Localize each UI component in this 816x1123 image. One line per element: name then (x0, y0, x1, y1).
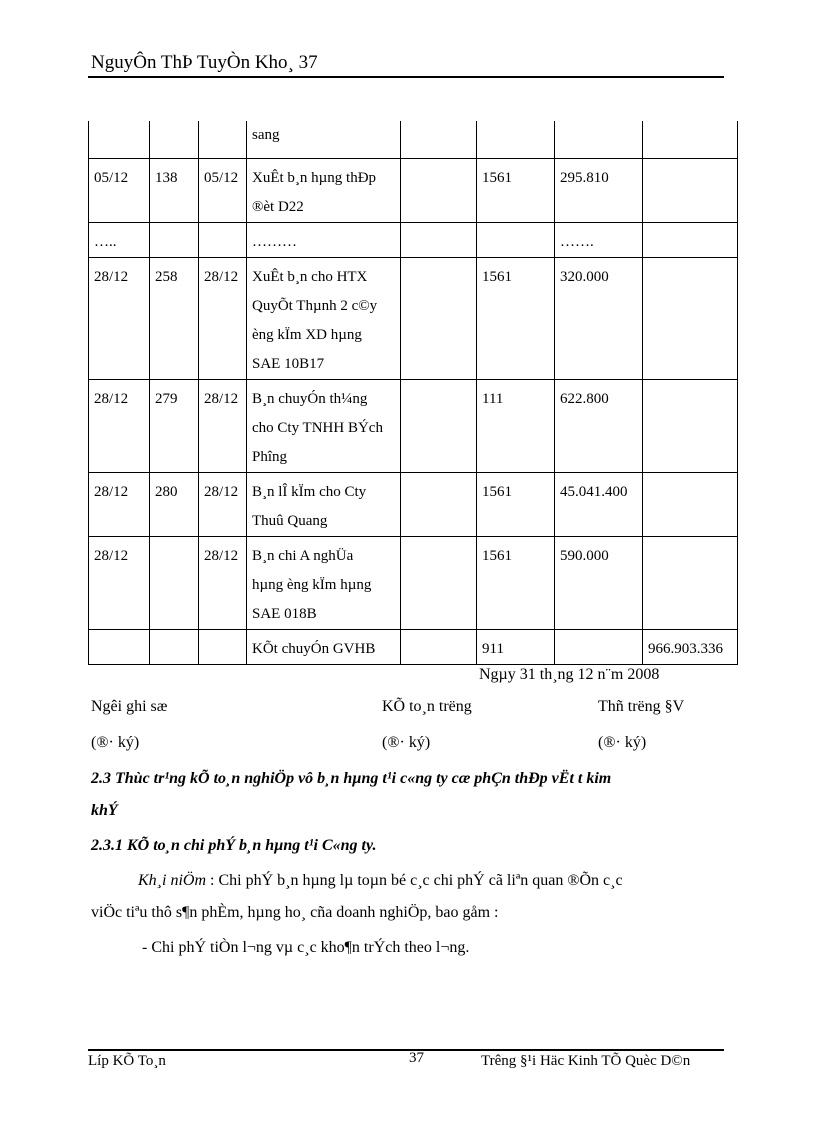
cell-amount-credit: 966.903.336 (643, 629, 738, 664)
table-row (89, 257, 738, 379)
cell-doc-number (150, 536, 199, 629)
cell-debit-account-blank (401, 379, 477, 472)
signature-title-chief-accountant: KÕ to¸n trëng (382, 698, 472, 715)
cell-doc-date (89, 121, 150, 158)
paragraph-term: Kh¸i niÖm (138, 872, 206, 889)
cell-account: 1561 (477, 158, 555, 222)
cell-doc-date: 28/12 (89, 472, 150, 536)
cell-amount-debit: 590.000 (555, 536, 643, 629)
cell-debit-account-blank (401, 629, 477, 664)
cell-doc-number (150, 629, 199, 664)
cell-account: 111 (477, 379, 555, 472)
date-line: Ngµy 31 th¸ng 12 n¨m 2008 (479, 666, 660, 683)
cell-doc-date: 28/12 (89, 257, 150, 379)
cell-amount-debit: 320.000 (555, 257, 643, 379)
cell-debit-account-blank (401, 222, 477, 257)
cell-doc-number: 258 (150, 257, 199, 379)
cell-amount-debit (555, 121, 643, 158)
cell-amount-debit: 622.800 (555, 379, 643, 472)
cell-debit-account-blank (401, 257, 477, 379)
cell-amount-debit: 45.041.400 (555, 472, 643, 536)
cell-debit-account-blank (401, 158, 477, 222)
paragraph-line-2: viÖc tiªu thô s¶n phÈm, hµng ho¸ cña doanh nghiÖp, bao gåm : (91, 904, 499, 921)
cell-amount-credit (643, 536, 738, 629)
cell-debit-account-blank (401, 536, 477, 629)
cell-amount-debit: 295.810 (555, 158, 643, 222)
cell-account: 1561 (477, 257, 555, 379)
cell-amount-credit (643, 121, 738, 158)
cell-doc-date: 05/12 (89, 158, 150, 222)
cell-account (477, 222, 555, 257)
cell-amount-credit (643, 379, 738, 472)
cell-doc-ref-date: 05/12 (199, 158, 247, 222)
cell-doc-number: 279 (150, 379, 199, 472)
cell-description: KÕt chuyÓn GVHB (247, 629, 401, 664)
signature-note-chief-accountant: (®· ký) (382, 734, 431, 751)
table-row (89, 629, 738, 664)
cell-account (477, 121, 555, 158)
section-heading-2-3-1: 2.3.1 KÕ to¸n chi phÝ b¸n hµng t¹i C«ng ty. (91, 837, 377, 854)
cell-amount-debit (555, 629, 643, 664)
cell-amount-debit: ……. (555, 222, 643, 257)
cell-account: 911 (477, 629, 555, 664)
ledger-table (88, 121, 738, 665)
table-row (89, 536, 738, 629)
cell-doc-number (150, 121, 199, 158)
cell-doc-ref-date (199, 121, 247, 158)
cell-description: XuÊt b¸n hµng thÐp ®èt D22 (247, 158, 401, 222)
table-row (89, 222, 738, 257)
signature-note-recorder: (®· ký) (91, 734, 140, 751)
section-heading-2-3: 2.3 Thùc tr¹ng kÕ to¸n nghiÖp vô b¸n hµng t¹i c«ng ty cæ phÇn thÐp vËt t kim (91, 770, 612, 787)
cell-description: B¸n chuyÓn th¼ng cho Cty TNHH BÝch Phîng (247, 379, 401, 472)
cell-doc-date: ….. (89, 222, 150, 257)
cell-description: sang (247, 121, 401, 158)
cell-doc-ref-date: 28/12 (199, 536, 247, 629)
cell-doc-ref-date: 28/12 (199, 472, 247, 536)
cell-amount-credit (643, 257, 738, 379)
cell-description: XuÊt b¸n cho HTX QuyÕt Thµnh 2 c©y èng kÏm XD hµng SAE 10B17 (247, 257, 401, 379)
cell-doc-number (150, 222, 199, 257)
cell-doc-date: 28/12 (89, 536, 150, 629)
footer-page-number: 37 (409, 1050, 424, 1066)
cell-doc-number: 280 (150, 472, 199, 536)
cell-doc-number: 138 (150, 158, 199, 222)
section-heading-2-3-continued: khÝ (91, 802, 118, 819)
cell-description: B¸n chi A nghÜa hµng èng kÏm hµng SAE 018B (247, 536, 401, 629)
page-header-title: NguyÔn ThÞ TuyÒn Kho¸ 37 (91, 52, 318, 73)
cell-doc-ref-date: 28/12 (199, 379, 247, 472)
cell-doc-ref-date: 28/12 (199, 257, 247, 379)
cell-doc-date: 28/12 (89, 379, 150, 472)
bullet-item: - Chi phÝ tiÒn l¬ng vµ c¸c kho¶n trÝch theo l¬ng. (142, 939, 470, 956)
paragraph-line-1-text: : Chi phÝ b¸n hµng lµ toµn bé c¸c chi phÝ cã liªn quan ®Õn c¸c (206, 872, 623, 889)
table-row (89, 472, 738, 536)
cell-amount-credit (643, 158, 738, 222)
cell-debit-account-blank (401, 472, 477, 536)
cell-doc-ref-date (199, 222, 247, 257)
signature-title-recorder: Ngêi ghi sæ (91, 698, 168, 715)
table-row (89, 158, 738, 222)
paragraph-line-1 (138, 872, 623, 890)
cell-description: ……… (247, 222, 401, 257)
cell-doc-date (89, 629, 150, 664)
cell-doc-ref-date (199, 629, 247, 664)
footer-left: Líp KÕ To¸n (88, 1053, 166, 1069)
footer-divider (88, 1049, 724, 1051)
cell-amount-credit (643, 222, 738, 257)
cell-description: B¸n lÎ kÏm cho Cty Thuû Quang (247, 472, 401, 536)
footer-right: Trêng §¹i Häc Kinh TÕ Quèc D©n (481, 1053, 691, 1069)
signature-note-director: (®· ký) (598, 734, 647, 751)
cell-amount-credit (643, 472, 738, 536)
cell-account: 1561 (477, 536, 555, 629)
signature-title-director: Thñ trëng §V (598, 698, 685, 715)
table-row (89, 379, 738, 472)
cell-debit-account-blank (401, 121, 477, 158)
table-row (89, 121, 738, 158)
header-divider (88, 76, 724, 78)
cell-account: 1561 (477, 472, 555, 536)
